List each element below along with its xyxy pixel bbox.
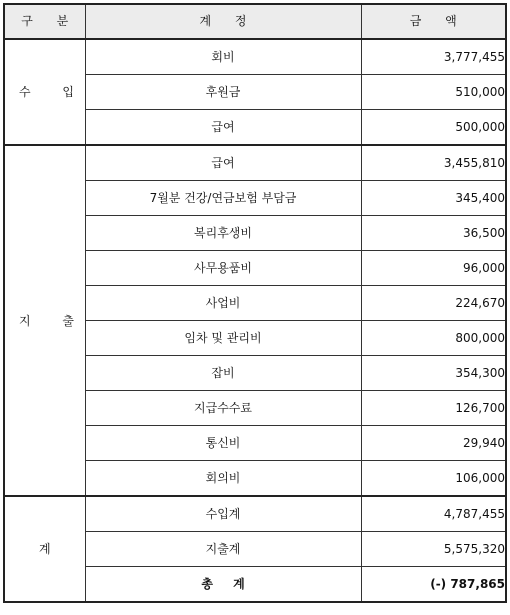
table-header [4, 4, 506, 39]
amount-value: 29,940 [361, 426, 506, 461]
amount-value: 4,787,455 [361, 496, 506, 532]
header-row [4, 4, 506, 39]
table-row [4, 496, 506, 532]
account-name: 잡비 [85, 356, 361, 391]
amount-value: 510,000 [361, 75, 506, 110]
amount-value: 96,000 [361, 251, 506, 286]
amount-value: 345,400 [361, 181, 506, 216]
account-name: 임차 및 관리비 [85, 321, 361, 356]
amount-value: 3,777,455 [361, 39, 506, 75]
table-row [4, 145, 506, 181]
account-name: 급여 [85, 110, 361, 146]
amount-value: 36,500 [361, 216, 506, 251]
table-body [4, 39, 506, 602]
amount-value: 800,000 [361, 321, 506, 356]
header-account: 계 정 [85, 4, 361, 39]
account-name: 수입계 [85, 496, 361, 532]
account-name: 사무용품비 [85, 251, 361, 286]
account-name: 복리후생비 [85, 216, 361, 251]
header-amount: 금 액 [361, 4, 506, 39]
section-label-total: 계 [4, 496, 85, 602]
amount-value: 5,575,320 [361, 532, 506, 567]
account-name: 지급수수료 [85, 391, 361, 426]
account-name: 통신비 [85, 426, 361, 461]
amount-value: 126,700 [361, 391, 506, 426]
amount-value: 3,455,810 [361, 145, 506, 181]
grand-total-amount: (-) 787,865 [361, 567, 506, 603]
account-name: 회의비 [85, 461, 361, 497]
account-name: 급여 [85, 145, 361, 181]
ledger-table [3, 3, 507, 603]
amount-value: 106,000 [361, 461, 506, 497]
section-label-expense: 지 출 [4, 145, 85, 496]
account-name: 후원금 [85, 75, 361, 110]
header-category: 구 분 [4, 4, 85, 39]
account-name: 사업비 [85, 286, 361, 321]
account-name: 7월분 건강/연금보험 부담금 [85, 181, 361, 216]
section-label-income: 수 입 [4, 39, 85, 145]
amount-value: 500,000 [361, 110, 506, 146]
amount-value: 354,300 [361, 356, 506, 391]
grand-total-label: 총 계 [85, 567, 361, 603]
table-row [4, 39, 506, 75]
account-name: 지출계 [85, 532, 361, 567]
account-name: 회비 [85, 39, 361, 75]
amount-value: 224,670 [361, 286, 506, 321]
